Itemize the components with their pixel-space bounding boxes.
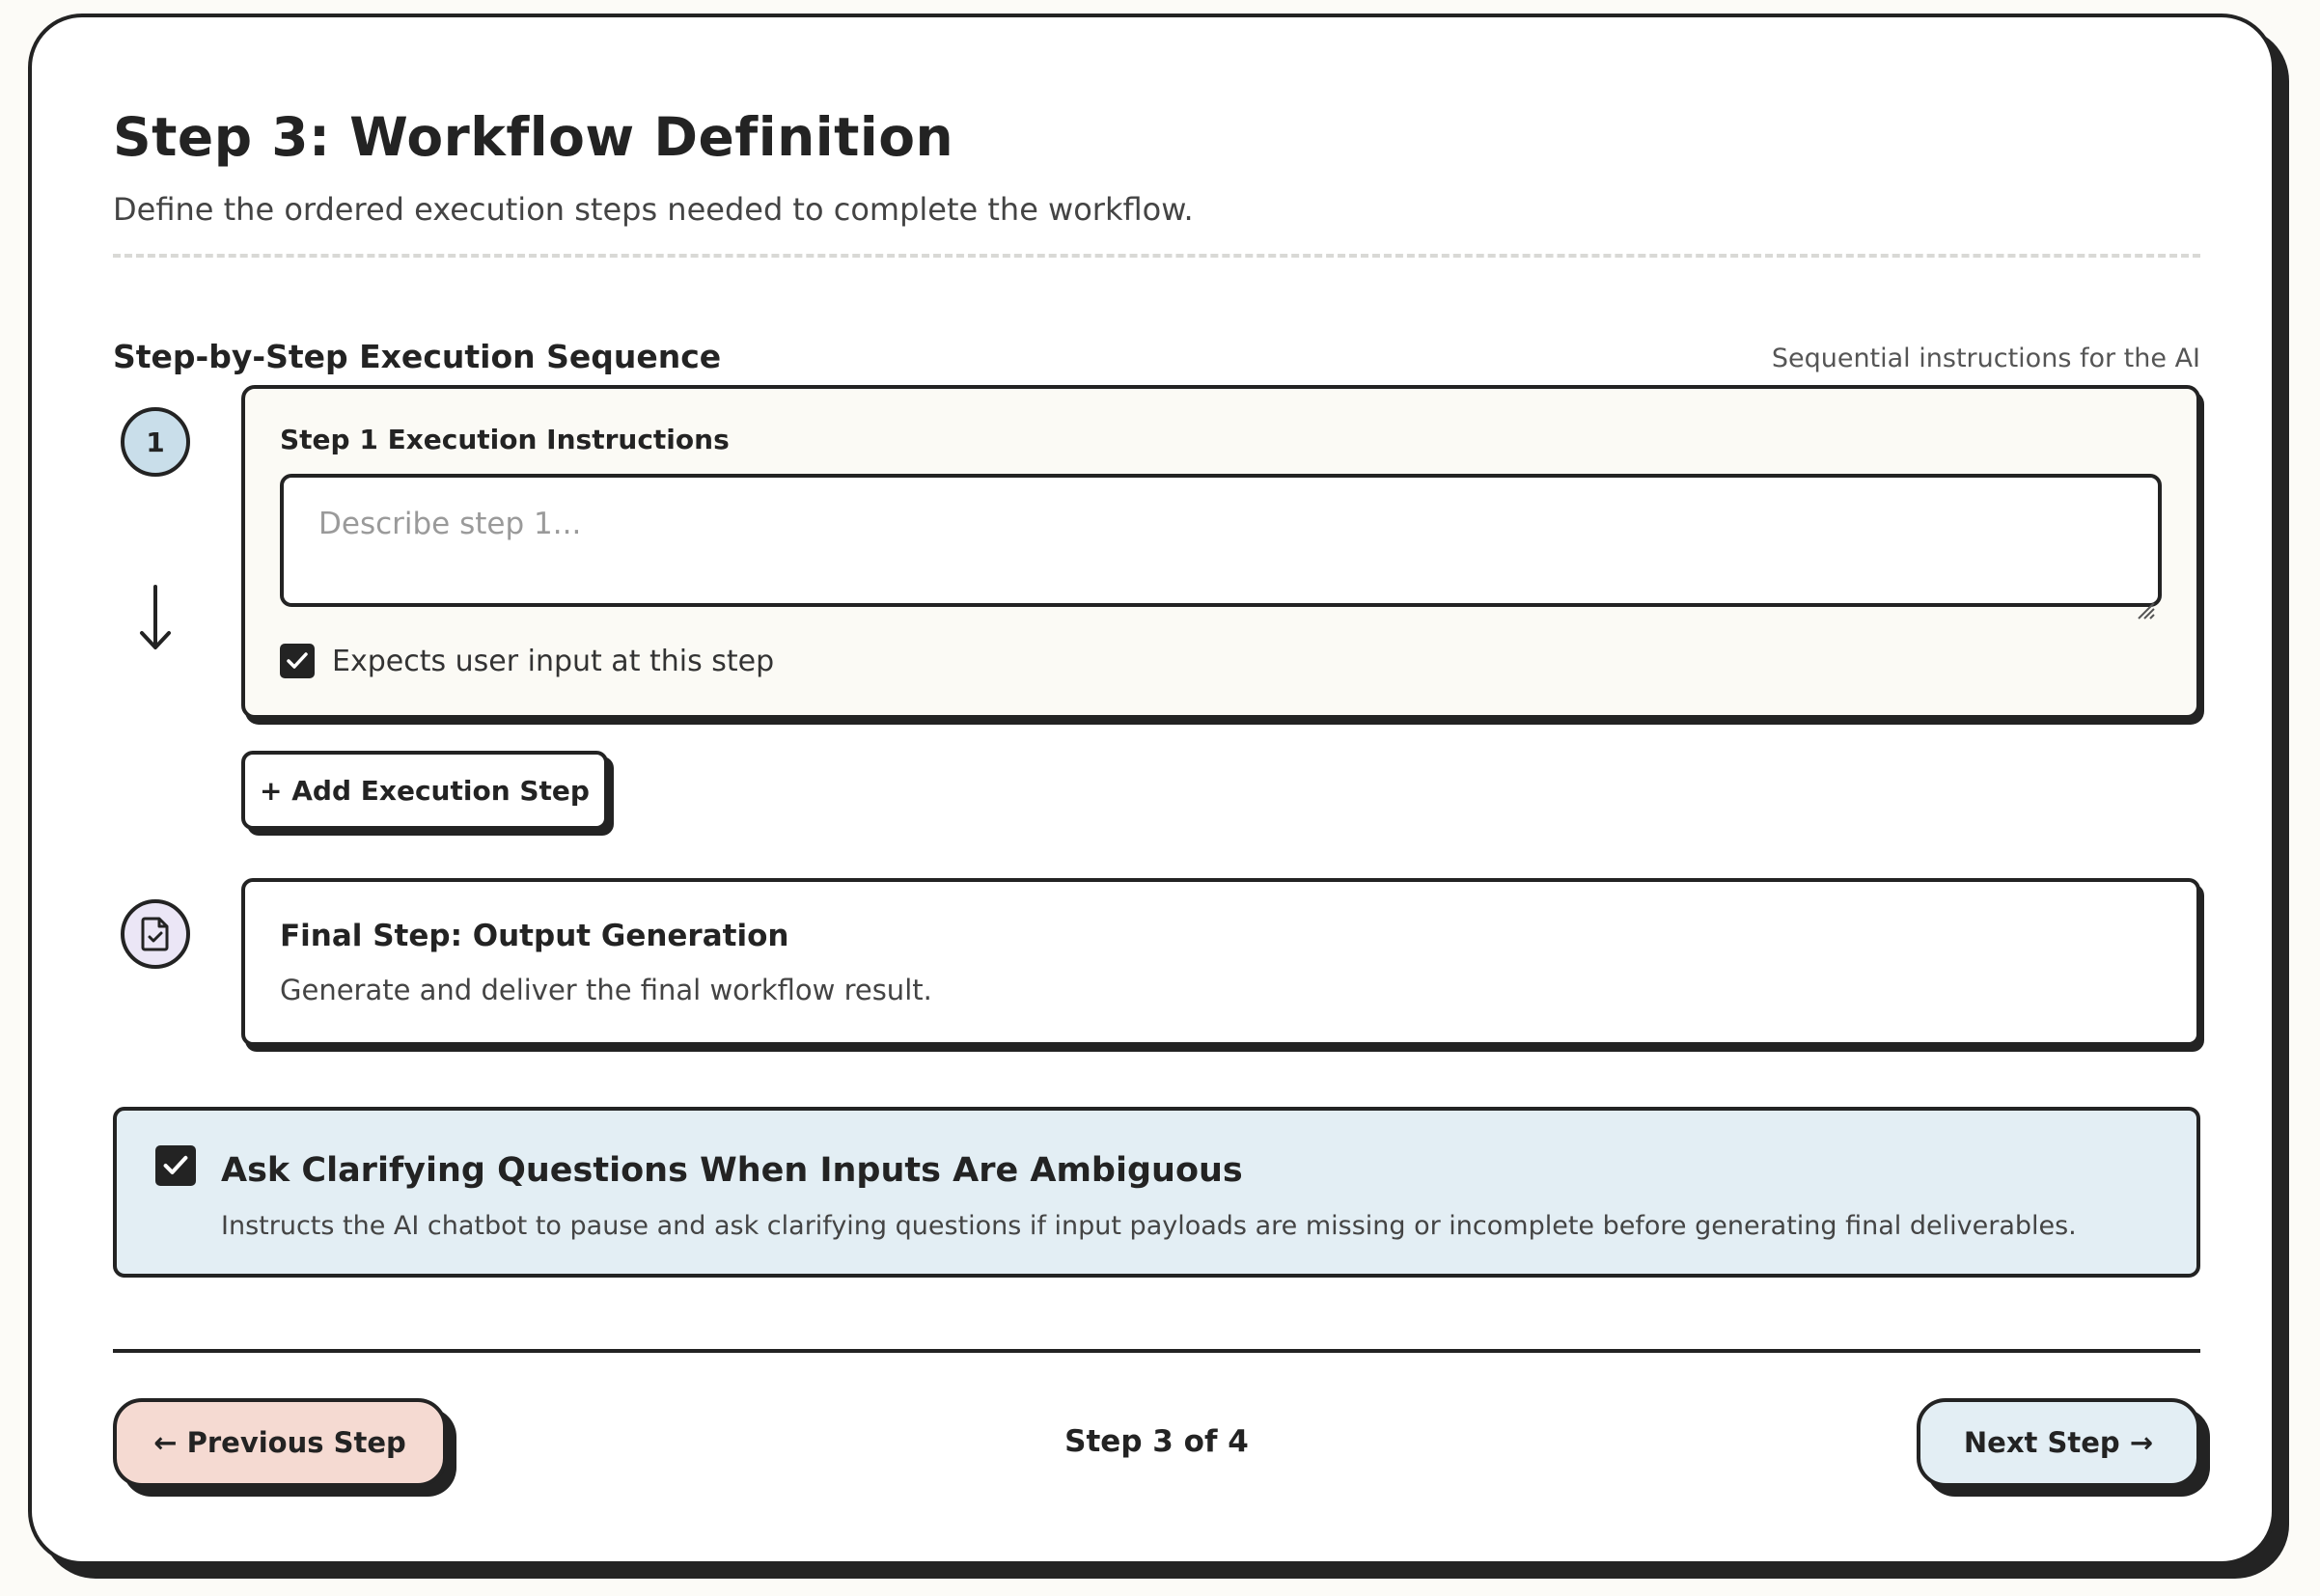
- page-title: Step 3: Workflow Definition: [113, 106, 954, 168]
- section-divider: [113, 254, 2200, 258]
- final-step-card: [241, 878, 2200, 1046]
- footer-divider: [113, 1349, 2200, 1353]
- step-number-badge: 1: [121, 407, 190, 477]
- final-step-title: Final Step: Output Generation: [280, 919, 789, 953]
- file-check-icon: [139, 916, 172, 952]
- wizard-content: [113, 17, 2200, 1561]
- final-step-badge: [121, 899, 190, 969]
- checkmark-icon: [285, 648, 310, 674]
- step-label: Step 1 Execution Instructions: [280, 424, 730, 455]
- sequence-hint: Sequential instructions for the AI: [1771, 344, 2200, 373]
- checkmark-icon: [161, 1151, 190, 1180]
- final-step-description: Generate and deliver the final workflow result.: [280, 974, 932, 1006]
- next-step-button[interactable]: Next Step →: [1917, 1398, 2200, 1487]
- expects-input-row[interactable]: [280, 644, 774, 678]
- expects-input-label: Expects user input at this step: [332, 644, 775, 678]
- previous-step-button[interactable]: ← Previous Step: [113, 1398, 447, 1487]
- arrow-down-icon: [136, 583, 175, 654]
- resize-grip-icon[interactable]: [2133, 597, 2156, 620]
- clarify-description: Instructs the AI chatbot to pause and ask clarifying questions if input payloads are missing or incomplete before generating final deliverables.: [221, 1211, 2077, 1241]
- sequence-title: Step-by-Step Execution Sequence: [113, 338, 722, 375]
- step-indicator: Step 3 of 4: [1064, 1424, 1249, 1459]
- clarify-checkbox[interactable]: [155, 1145, 196, 1186]
- clarify-title: Ask Clarifying Questions When Inputs Are Ambiguous: [221, 1151, 1243, 1190]
- step-card: [241, 385, 2200, 719]
- expects-input-checkbox[interactable]: [280, 644, 315, 678]
- page-subtitle: Define the ordered execution steps needed to complete the workflow.: [113, 191, 1194, 228]
- step-instructions-input[interactable]: [280, 474, 2162, 607]
- wizard-card: [28, 14, 2276, 1565]
- clarify-option-card[interactable]: [113, 1107, 2200, 1278]
- add-execution-step-button[interactable]: + Add Execution Step: [241, 751, 608, 830]
